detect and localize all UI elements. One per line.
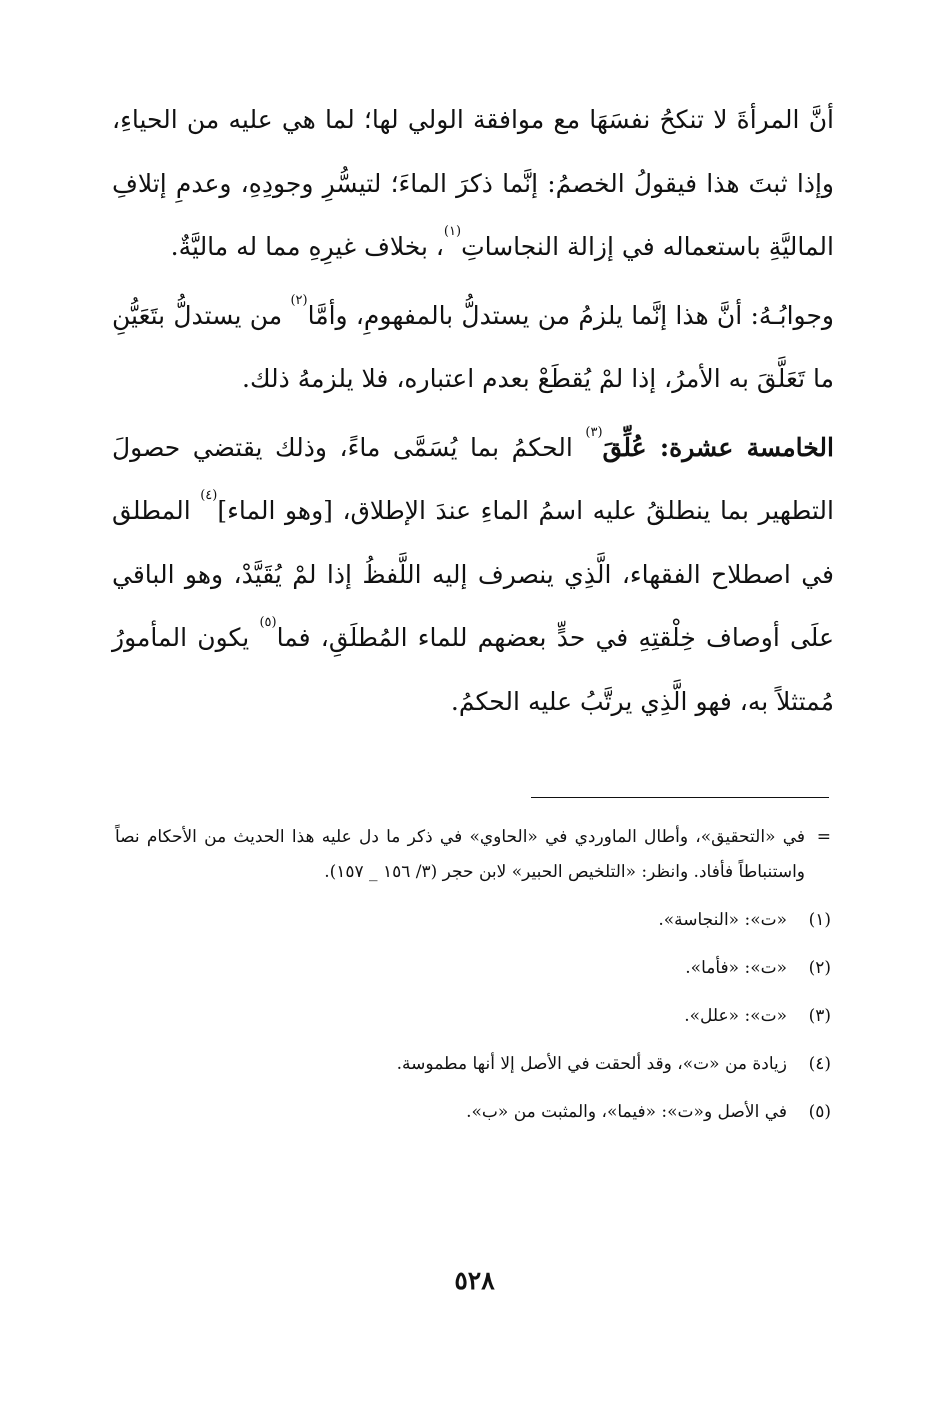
continuation-mark: = <box>816 827 831 847</box>
main-text <box>112 88 834 733</box>
footnote-text: «ت»: «النجاسة». <box>658 910 787 930</box>
footnote-number: (٤) <box>808 1054 831 1074</box>
footnote-ref-4[interactable]: (٤) <box>200 488 218 503</box>
footnote-text: زيادة من «ت»، وقد ألحقت في الأصل إلا أنها مطموسة. <box>396 1054 787 1074</box>
footnote-number: (٥) <box>808 1102 831 1122</box>
paragraph-3-mid2: المطلق في اصطلاح الفقهاء، الَّذِي ينصرف إليه اللَّفظُ إذا لمْ يُقَيَّدْ، وهو الباقي علَى أوصاف خِلْقتِهِ في حدٍّ بعضهم للماء المُطلَقِ، فما <box>112 496 834 652</box>
footnote-number: (١) <box>808 910 831 930</box>
footnote-text: «ت»: «فأما». <box>685 958 787 978</box>
footnote-item <box>115 903 831 938</box>
paragraph-2-start: وجوابُـهُ: أنَّ هذا إنَّما يلزمُ من يستدلُّ بالمفهومِ، وأمَّا <box>307 300 834 330</box>
footnote-ref-3[interactable]: (٣) <box>585 424 603 440</box>
paragraph-1-end: ، بخلاف غيرِهِ مما له ماليَّةٌ. <box>170 232 444 261</box>
paragraph-3-mid: الحكمُ بما يُسَمَّى ماءً، وذلك يقتضي حصولَ التطهير بما ينطلقُ عليه اسمُ الماءِ عندَ الإطلاق، [وهو الماء] <box>112 432 834 525</box>
footnote-item <box>115 1047 831 1082</box>
paragraph-3 <box>112 416 834 734</box>
footnote-number: (٢) <box>808 958 831 978</box>
footnote-number: (٣) <box>808 1006 831 1026</box>
footnote-text: في الأصل و«ت»: «فيما»، والمثبت من «ب». <box>466 1102 787 1122</box>
paragraph-2-end: من يستدلُّ بتَعَيُّنِ ما تَعَلَّقَ به الأمرُ، إذا لمْ يُقطَعْ بعدم اعتباره، فلا يلزمهُ ذلك. <box>112 300 834 393</box>
footnote-item <box>115 999 831 1034</box>
paragraph-3-word: عُلِّقَ <box>602 432 660 462</box>
footnote-text: «ت»: «علل». <box>684 1006 787 1026</box>
paragraph-2 <box>112 284 834 411</box>
footnote-item <box>115 951 831 986</box>
footnote-ref-5[interactable]: (٥) <box>259 615 277 630</box>
page-number: ٥٢٨ <box>454 1266 495 1295</box>
footnote-ref-1[interactable]: (١) <box>443 224 462 239</box>
paragraph-1-text: أنَّ المرأةَ لا تنكحُ نفسَهَا مع موافقة الولي لها؛ لما هي عليه من الحياءِ، وإذا ثبتَ هذا فيقولُ الخصمُ: إنَّما ذكرَ الماءَ؛ لتيسُّرِ وجودِهِ، وعدمِ إتلافِ الماليَّةِ باستعماله في إزالة النجاساتِ <box>112 105 834 261</box>
footnote-ref-2[interactable]: (٢) <box>290 292 308 308</box>
footnote-item <box>115 1095 831 1130</box>
footnote-divider <box>531 797 829 798</box>
section-heading: الخامسة عشرة: <box>659 432 834 462</box>
paragraph-3-end: يكون المأمورُ مُمتثلاً به، فهو الَّذِي يرتَّبُ عليه الحكمُ. <box>112 623 834 716</box>
footnote-continuation <box>115 820 831 890</box>
paragraph-1 <box>112 88 834 279</box>
continuation-text: في «التحقيق»، وأطال الماوردي في «الحاوي» في ذكر ما دل عليه هذا الحديث من الأحكام نصاً واستنباطاً فأفاد. وانظر: «التلخيص الحبير» لابن حجر (٣/ ١٥٦ _ ١٥٧). <box>115 827 805 882</box>
footnotes <box>115 820 831 1130</box>
